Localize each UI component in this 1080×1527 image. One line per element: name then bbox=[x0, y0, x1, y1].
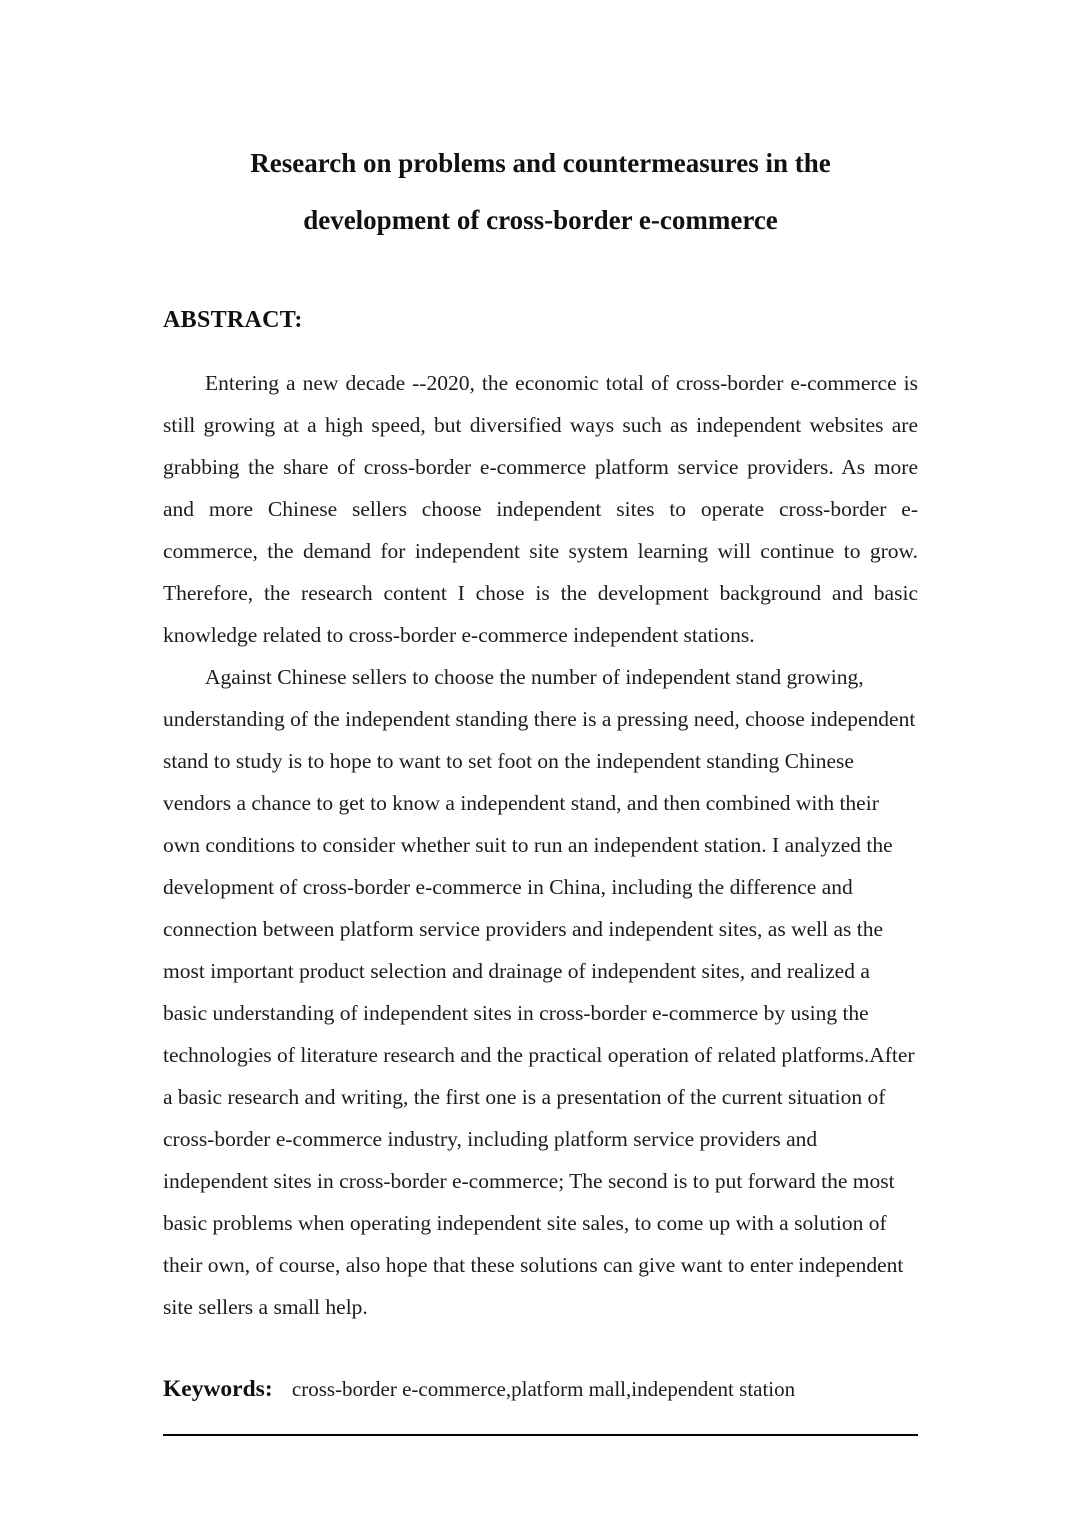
title-line-2: development of cross-border e-commerce bbox=[303, 205, 778, 235]
keywords-text: cross-border e-commerce,platform mall,independent station bbox=[291, 1377, 796, 1401]
document-title bbox=[163, 135, 918, 249]
keywords-label: Keywords: bbox=[163, 1376, 273, 1402]
footer-rule bbox=[163, 1434, 918, 1436]
title-line-1: Research on problems and countermeasures in the bbox=[250, 148, 831, 178]
keywords-line bbox=[163, 1374, 918, 1404]
abstract-paragraph-1: Entering a new decade --2020, the economic total of cross-border e-commerce is still growing at a high speed, but diversified ways such as independent websites are grabbing the share of cross-border e-commerce platform service providers. As more and more Chinese sellers choose independent sites to operate cross-border e-commerce, the demand for independent site system learning will continue to grow. Therefore, the research content I chose is the development background and basic knowledge related to cross-border e-commerce independent stations. bbox=[163, 371, 918, 647]
abstract-heading: ABSTRACT: bbox=[163, 307, 303, 333]
abstract-paragraph-2: Against Chinese sellers to choose the number of independent stand growing, understanding of the independent standing there is a pressing need, choose independent stand to study is to hope to want to set foot on the independent standing Chinese vendors a chance to get to know a independent stand, and then combined with their own conditions to consider whether suit to run an independent station. I analyzed the development of cross-border e-commerce in China, including the difference and connection between platform service providers and independent sites, as well as the most important product selection and drainage of independent sites, and realized a basic understanding of independent sites in cross-border e-commerce by using the technologies of literature research and the practical operation of related platforms.After a basic research and writing, the first one is a presentation of the current situation of cross-border e-commerce industry, including platform service providers and independent sites in cross-border e-commerce; The second is to put forward the most basic problems when operating independent site sales, to come up with a solution of their own, of course, also hope that these solutions can give want to enter independent site sellers a small help. bbox=[163, 665, 916, 1319]
